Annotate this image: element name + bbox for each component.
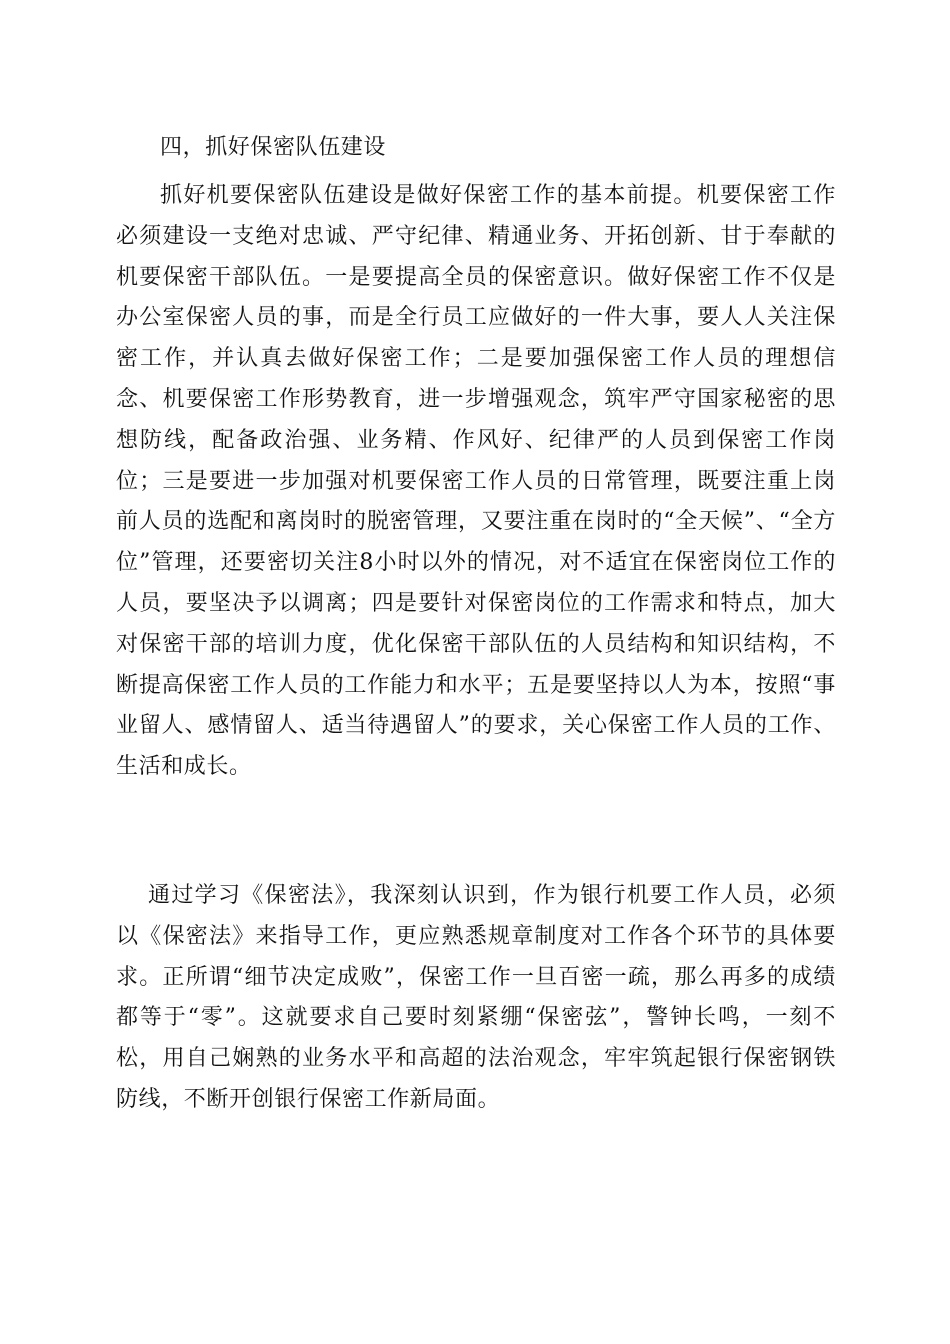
paragraph-team-building	[116, 176, 836, 788]
paragraph-text: 通过学习《保密法》，我深刻认识到，作为银行机要工作人员，必须以《保密法》来指导工作，更应熟悉规章制度对工作各个环节的具体要求。正所谓“细节决定成败”，保密工作一旦百密一疏，那么再多的成绩都等于“零”。这就要求自己要时刻紧绷“保密弦”，警钟长鸣，一刻不松，用自己娴熟的业务水平和高超的法治观念，牢牢筑起银行保密钢铁防线，不断开创银行保密工作新局面。	[116, 883, 836, 1112]
paragraph-conclusion	[116, 876, 836, 1121]
paragraph-text: 抓好机要保密队伍建设是做好保密工作的基本前提。机要保密工作必须建设一支绝对忠诚、严守纪律、精通业务、开拓创新、甘于奉献的机要保密干部队伍。一是要提高全员的保密意识。做好保密工作不仅是办公室保密人员的事，而是全行员工应做好的一件大事，要人人关注保密工作，并认真去做好保密工作；二是要加强保密工作人员的理想信念、机要保密工作形势教育，进一步增强观念，筑牢严守国家秘密的思想防线，配备政治强、业务精、作风好、纪律严的人员到保密工作岗位；三是要进一步加强对机要保密工作人员的日常管理，既要注重上岗前人员的选配和离岗时的脱密管理，又要注重在岗时的“全天候”、“全方位”管理，还要密切关注8小时以外的情况，对不适宜在保密岗位工作的人员，要坚决予以调离；四是要针对保密岗位的工作需求和特点，加大对保密干部的培训力度，优化保密干部队伍的人员结构和知识结构，不断提高保密工作人员的工作能力和水平；五是要坚持以人为本，按照“事业留人、感情留人、适当待遇留人”的要求，关心保密工作人员的工作、生活和成长。	[116, 183, 836, 780]
section-heading-text: 四，抓好保密队伍建设	[160, 135, 387, 160]
section-heading	[116, 128, 836, 169]
